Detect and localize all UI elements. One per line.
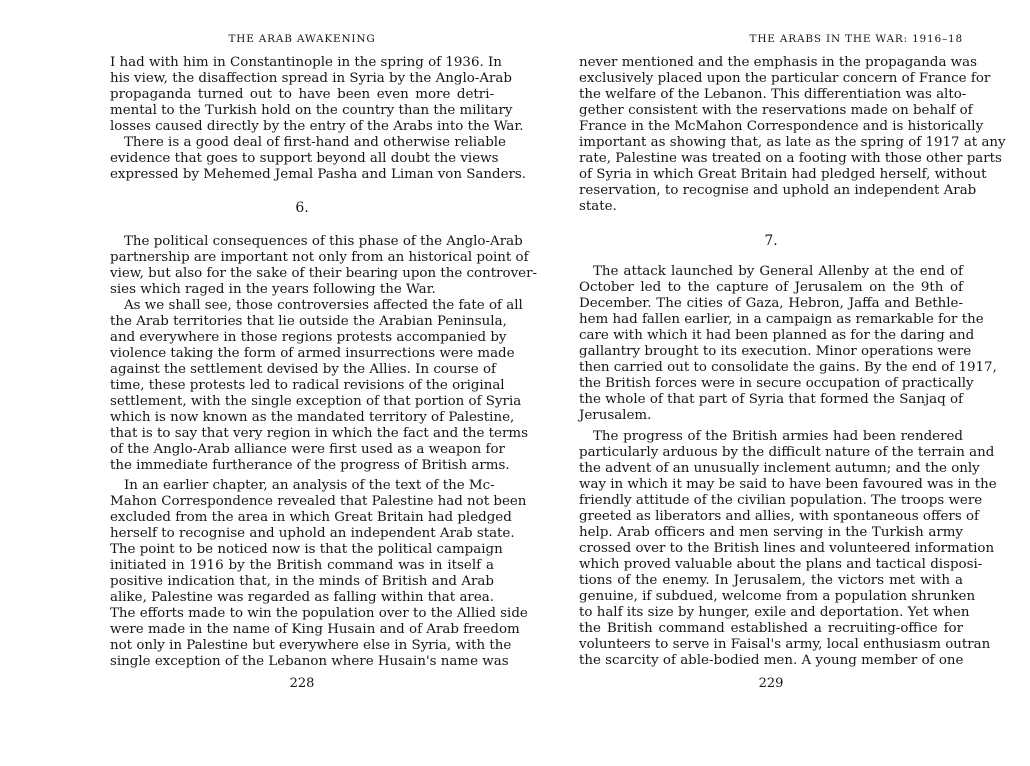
text-line: the scarcity of able-bodied men. A young member of one	[579, 653, 964, 668]
text-line: the British forces were in secure occupation of practically	[579, 376, 974, 391]
text-line: state.	[579, 199, 617, 214]
text-line: view, but also for the sake of their bearing upon the controver-	[110, 266, 537, 281]
text-line: evidence that goes to support beyond all doubt the views	[110, 151, 499, 166]
text-line: friendly attitude of the civilian population. The troops were	[579, 493, 983, 508]
text-line: not only in Palestine but everywhere else in Syria, with the	[110, 638, 512, 653]
text-line: genuine, if subdued, welcome from a population shrunken	[579, 589, 976, 604]
page-number: 228	[289, 676, 315, 691]
text-line: positive indication that, in the minds of British and Arab	[110, 574, 494, 589]
text-line: The point to be noticed now is that the political campaign	[110, 542, 503, 557]
page-number: 229	[758, 676, 784, 691]
text-line: of the Anglo-Arab alliance were first used as a weapon for	[110, 442, 505, 457]
text-line: way in which it may be said to have been favoured was in the	[579, 477, 997, 492]
text-line: that is to say that very region in which the fact and the terms	[110, 426, 528, 441]
text-line: In an earlier chapter, an analysis of the text of the Mc-	[124, 478, 495, 493]
text-line: important as showing that, as late as the spring of 1917 at any	[579, 135, 1006, 150]
text-line: his view, the disaffection spread in Syria by the Anglo-Arab	[110, 71, 512, 86]
text-line: the Arab territories that lie outside the Arabian Peninsula,	[110, 314, 507, 329]
text-line: settlement, with the single exception of that portion of Syria	[110, 394, 522, 409]
text-line: France in the McMahon Correspondence and is historically	[579, 119, 984, 134]
text-line: partnership are important not only from an historical point of	[110, 250, 529, 265]
text-line: sies which raged in the years following the War.	[110, 282, 436, 297]
text-line: rate, Palestine was treated on a footing with those other parts	[579, 151, 1002, 166]
text-line: greeted as liberators and allies, with spontaneous offers of	[579, 509, 979, 524]
text-line: tions of the enemy. In Jerusalem, the victors met with a	[579, 573, 963, 588]
text-line: initiated in 1916 by the British command was in itself a	[110, 558, 494, 573]
text-line: never mentioned and the emphasis in the propaganda was	[579, 55, 977, 70]
text-line: December. The cities of Gaza, Hebron, Jaffa and Bethle-	[579, 296, 963, 311]
text-line: which proved valuable about the plans and tactical disposi-	[579, 557, 983, 572]
text-line: to half its size by hunger, exile and deportation. Yet when	[579, 605, 970, 620]
text-line: the British command established a recruiting-office for	[579, 621, 963, 636]
text-line: October led to the capture of Jerusalem on the 9th of	[579, 280, 963, 295]
text-line: expressed by Mehemed Jemal Pasha and Liman von Sanders.	[110, 167, 527, 182]
text-line: hem had fallen earlier, in a campaign as remarkable for the	[579, 312, 984, 327]
text-line: excluded from the area in which Great Britain had pledged	[110, 510, 512, 525]
text-line: mental to the Turkish hold on the country than the military	[110, 103, 513, 118]
text-line: the advent of an unusually inclement autumn; and the only	[579, 461, 980, 476]
text-line: gallantry brought to its execution. Minor operations were	[579, 344, 972, 359]
text-line: volunteers to serve in Faisal's army, local enthusiasm outran	[579, 637, 991, 652]
text-line: The progress of the British armies had been rendered	[593, 429, 963, 444]
text-line: Jerusalem.	[579, 408, 652, 423]
text-line: Mahon Correspondence revealed that Palestine had not been	[110, 494, 527, 509]
text-line: crossed over to the British lines and volunteered information	[579, 541, 995, 556]
text-line: losses caused directly by the entry of the Arabs into the War.	[110, 119, 524, 134]
text-line: care with which it had been planned as for the daring and	[579, 328, 975, 343]
text-line: which is now known as the mandated territory of Palestine,	[110, 410, 515, 425]
text-line: of Syria in which Great Britain had pledged herself, without	[579, 167, 987, 182]
text-line: The attack launched by General Allenby at the end of	[593, 264, 963, 279]
text-line: As we shall see, those controversies affected the fate of all	[124, 298, 523, 313]
text-line: and everywhere in those regions protests accompanied by	[110, 330, 507, 345]
text-line: exclusively placed upon the particular concern of France for	[579, 71, 991, 86]
text-line: were made in the name of King Husain and of Arab freedom	[110, 622, 520, 637]
text-line: the immediate furtherance of the progress of British arms.	[110, 458, 510, 473]
text-line: time, these protests led to radical revisions of the original	[110, 378, 505, 393]
running-head: THE ARAB AWAKENING	[228, 33, 376, 45]
text-line: reservation, to recognise and uphold an independent Arab	[579, 183, 977, 198]
text-line: help. Arab officers and men serving in the Turkish army	[579, 525, 963, 540]
text-line: the whole of that part of Syria that formed the Sanjaq of	[579, 392, 963, 407]
text-line: gether consistent with the reservations made on behalf of	[579, 103, 973, 118]
text-line: propaganda turned out to have been even more detri-	[110, 87, 494, 102]
text-line: herself to recognise and uphold an independent Arab state.	[110, 526, 515, 541]
text-line: particularly arduous by the difficult nature of the terrain and	[579, 445, 995, 460]
text-line: The political consequences of this phase of the Anglo-Arab	[124, 234, 523, 249]
text-line: violence taking the form of armed insurrections were made	[110, 346, 515, 361]
text-line: There is a good deal of first-hand and otherwise reliable	[124, 135, 506, 150]
text-line: then carried out to consolidate the gains. By the end of 1917,	[579, 360, 997, 375]
text-line: I had with him in Constantinople in the spring of 1936. In	[110, 55, 502, 70]
text-line: The efforts made to win the population over to the Allied side	[110, 606, 528, 621]
text-line: single exception of the Lebanon where Husain's name was	[110, 654, 509, 669]
section-number: 7.	[764, 233, 778, 249]
section-number: 6.	[295, 200, 309, 216]
text-line: alike, Palestine was regarded as falling within that area.	[110, 590, 494, 605]
text-line: the welfare of the Lebanon. This differentiation was alto-	[579, 87, 967, 102]
running-head: THE ARABS IN THE WAR: 1916–18	[749, 33, 963, 45]
text-line: against the settlement devised by the Allies. In course of	[110, 362, 496, 377]
